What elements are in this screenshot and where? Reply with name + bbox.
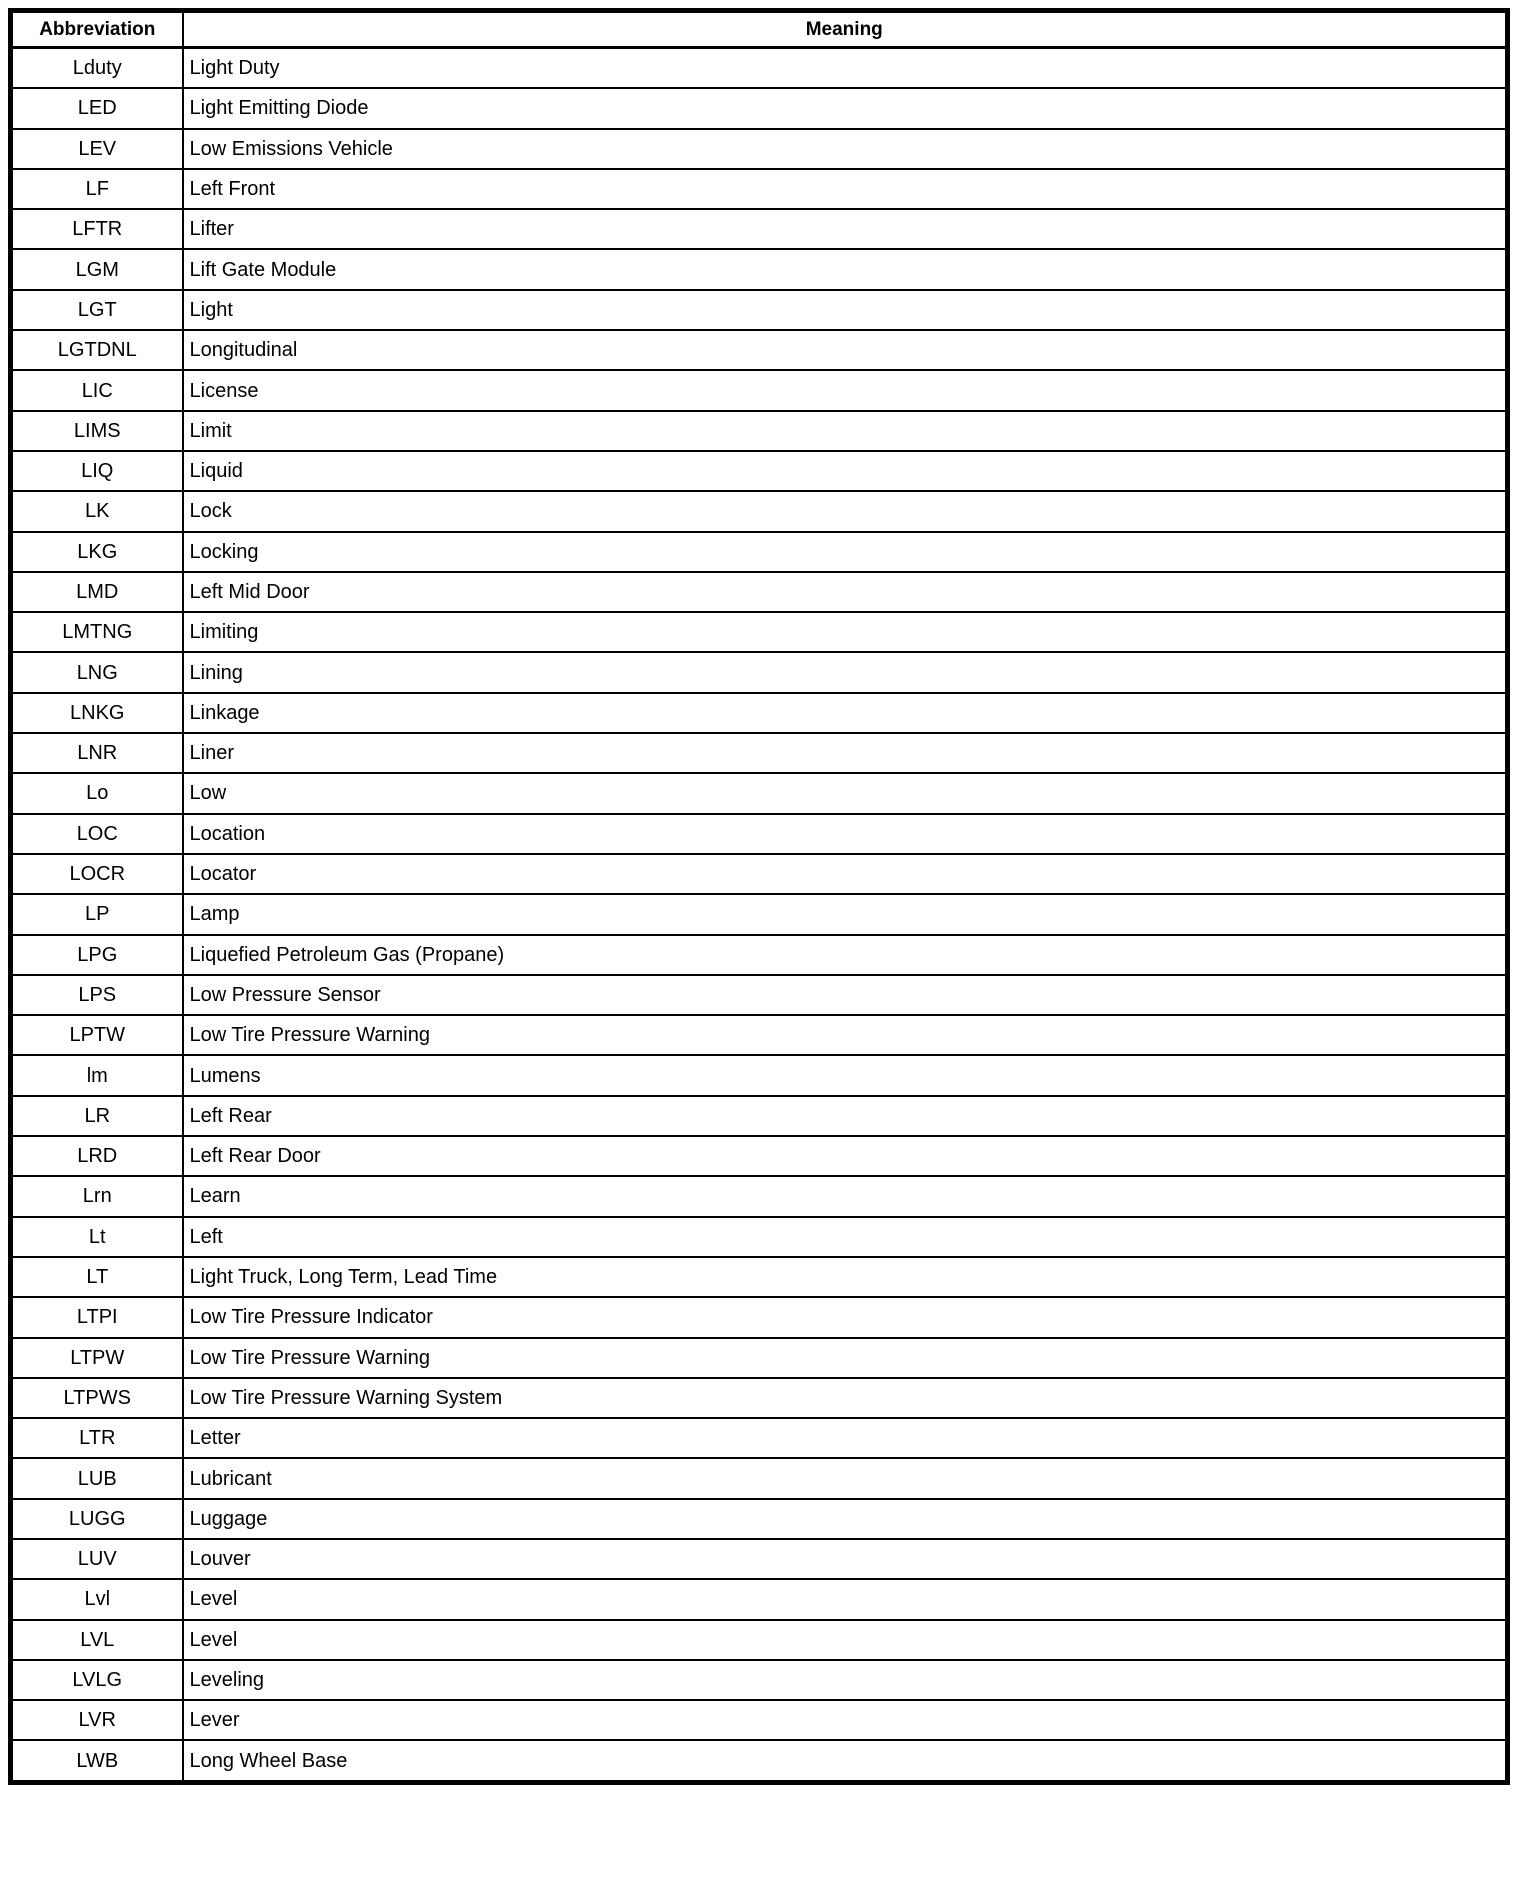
table-body <box>11 48 1508 1783</box>
meaning-cell: Left <box>183 1217 1508 1257</box>
abbreviation-cell: LOC <box>11 814 183 854</box>
table-row <box>11 894 1508 934</box>
table-row <box>11 1740 1508 1782</box>
meaning-cell: Louver <box>183 1539 1508 1579</box>
abbreviation-cell: LPTW <box>11 1015 183 1055</box>
abbreviation-cell: LMD <box>11 572 183 612</box>
abbreviation-cell: LVR <box>11 1700 183 1740</box>
meaning-cell: Liquefied Petroleum Gas (Propane) <box>183 935 1508 975</box>
meaning-cell: Lamp <box>183 894 1508 934</box>
meaning-cell: Low <box>183 773 1508 813</box>
table-row <box>11 652 1508 692</box>
abbreviation-cell: LIQ <box>11 451 183 491</box>
meaning-cell: Leveling <box>183 1660 1508 1700</box>
meaning-cell: Left Rear Door <box>183 1136 1508 1176</box>
meaning-cell: Low Tire Pressure Warning <box>183 1015 1508 1055</box>
table-row <box>11 451 1508 491</box>
abbreviation-cell: LED <box>11 88 183 128</box>
table-header <box>11 11 1508 48</box>
table-row <box>11 532 1508 572</box>
abbreviation-cell: LWB <box>11 1740 183 1782</box>
meaning-cell: Light Emitting Diode <box>183 88 1508 128</box>
meaning-cell: Learn <box>183 1176 1508 1216</box>
abbreviation-cell: LIMS <box>11 411 183 451</box>
meaning-cell: Lining <box>183 652 1508 692</box>
table-row <box>11 1539 1508 1579</box>
abbreviation-cell: LMTNG <box>11 612 183 652</box>
abbreviation-cell: LK <box>11 491 183 531</box>
abbreviation-cell: LTPI <box>11 1297 183 1337</box>
table-row <box>11 1700 1508 1740</box>
abbreviation-cell: Lduty <box>11 48 183 89</box>
table-row <box>11 693 1508 733</box>
table-row <box>11 1297 1508 1337</box>
table-row <box>11 169 1508 209</box>
table-row <box>11 1418 1508 1458</box>
abbreviation-cell: LOCR <box>11 854 183 894</box>
abbreviation-cell: LUGG <box>11 1499 183 1539</box>
abbreviation-cell: lm <box>11 1055 183 1095</box>
meaning-cell: Liquid <box>183 451 1508 491</box>
abbreviation-cell: LP <box>11 894 183 934</box>
meaning-cell: Light Duty <box>183 48 1508 89</box>
meaning-cell: Light <box>183 290 1508 330</box>
meaning-column-header: Meaning <box>183 11 1508 48</box>
meaning-cell: Luggage <box>183 1499 1508 1539</box>
abbreviation-cell: LUV <box>11 1539 183 1579</box>
meaning-cell: Limit <box>183 411 1508 451</box>
table-row <box>11 935 1508 975</box>
table-row <box>11 1136 1508 1176</box>
meaning-cell: Linkage <box>183 693 1508 733</box>
meaning-cell: Lock <box>183 491 1508 531</box>
meaning-cell: Left Rear <box>183 1096 1508 1136</box>
table-row <box>11 733 1508 773</box>
abbreviation-cell: Lt <box>11 1217 183 1257</box>
meaning-cell: Longitudinal <box>183 330 1508 370</box>
table-row <box>11 1338 1508 1378</box>
abbreviation-table <box>8 8 1510 1785</box>
abbreviation-cell: Lvl <box>11 1579 183 1619</box>
abbreviation-cell: Lrn <box>11 1176 183 1216</box>
meaning-cell: Low Pressure Sensor <box>183 975 1508 1015</box>
table-row <box>11 1096 1508 1136</box>
abbreviation-cell: Lo <box>11 773 183 813</box>
abbreviation-cell: LKG <box>11 532 183 572</box>
table-row <box>11 290 1508 330</box>
abbreviation-cell: LGT <box>11 290 183 330</box>
table-row <box>11 1176 1508 1216</box>
table-row <box>11 209 1508 249</box>
meaning-cell: Lubricant <box>183 1458 1508 1498</box>
table-row <box>11 612 1508 652</box>
abbreviation-cell: LNKG <box>11 693 183 733</box>
abbreviation-cell: LRD <box>11 1136 183 1176</box>
meaning-cell: Lumens <box>183 1055 1508 1095</box>
abbreviation-cell: LNR <box>11 733 183 773</box>
abbreviation-cell: LIC <box>11 370 183 410</box>
table-row <box>11 572 1508 612</box>
abbreviation-cell: LT <box>11 1257 183 1297</box>
abbreviation-cell: LPS <box>11 975 183 1015</box>
abbreviation-cell: LUB <box>11 1458 183 1498</box>
table-row <box>11 1620 1508 1660</box>
table-row <box>11 1579 1508 1619</box>
table-row <box>11 1499 1508 1539</box>
table-row <box>11 1015 1508 1055</box>
table-row <box>11 249 1508 289</box>
table-row <box>11 1055 1508 1095</box>
table-row <box>11 88 1508 128</box>
meaning-cell: Limiting <box>183 612 1508 652</box>
table-row <box>11 773 1508 813</box>
header-row <box>11 11 1508 48</box>
abbreviation-cell: LFTR <box>11 209 183 249</box>
table-row <box>11 370 1508 410</box>
table-row <box>11 330 1508 370</box>
table-row <box>11 1660 1508 1700</box>
abbreviation-cell: LGTDNL <box>11 330 183 370</box>
table-row <box>11 1378 1508 1418</box>
meaning-cell: Lever <box>183 1700 1508 1740</box>
meaning-cell: Level <box>183 1579 1508 1619</box>
meaning-cell: Low Tire Pressure Warning <box>183 1338 1508 1378</box>
meaning-cell: Low Tire Pressure Warning System <box>183 1378 1508 1418</box>
meaning-cell: Lifter <box>183 209 1508 249</box>
abbreviation-cell: LNG <box>11 652 183 692</box>
abbreviation-column-header: Abbreviation <box>11 11 183 48</box>
table-row <box>11 48 1508 89</box>
meaning-cell: Locking <box>183 532 1508 572</box>
meaning-cell: Light Truck, Long Term, Lead Time <box>183 1257 1508 1297</box>
table-row <box>11 129 1508 169</box>
table-row <box>11 1217 1508 1257</box>
table-row <box>11 814 1508 854</box>
table-row <box>11 491 1508 531</box>
table-row <box>11 1458 1508 1498</box>
abbreviation-cell: LTR <box>11 1418 183 1458</box>
meaning-cell: Low Emissions Vehicle <box>183 129 1508 169</box>
meaning-cell: Left Mid Door <box>183 572 1508 612</box>
abbreviation-cell: LPG <box>11 935 183 975</box>
meaning-cell: Liner <box>183 733 1508 773</box>
abbreviation-cell: LTPWS <box>11 1378 183 1418</box>
table-row <box>11 854 1508 894</box>
meaning-cell: Low Tire Pressure Indicator <box>183 1297 1508 1337</box>
abbreviation-cell: LVLG <box>11 1660 183 1700</box>
meaning-cell: License <box>183 370 1508 410</box>
meaning-cell: Locator <box>183 854 1508 894</box>
meaning-cell: Location <box>183 814 1508 854</box>
abbreviation-cell: LEV <box>11 129 183 169</box>
meaning-cell: Left Front <box>183 169 1508 209</box>
table-row <box>11 411 1508 451</box>
abbreviation-cell: LGM <box>11 249 183 289</box>
meaning-cell: Level <box>183 1620 1508 1660</box>
abbreviation-cell: LR <box>11 1096 183 1136</box>
table-row <box>11 975 1508 1015</box>
abbreviation-cell: LF <box>11 169 183 209</box>
meaning-cell: Letter <box>183 1418 1508 1458</box>
abbreviation-cell: LTPW <box>11 1338 183 1378</box>
meaning-cell: Lift Gate Module <box>183 249 1508 289</box>
table-row <box>11 1257 1508 1297</box>
meaning-cell: Long Wheel Base <box>183 1740 1508 1782</box>
abbreviation-cell: LVL <box>11 1620 183 1660</box>
